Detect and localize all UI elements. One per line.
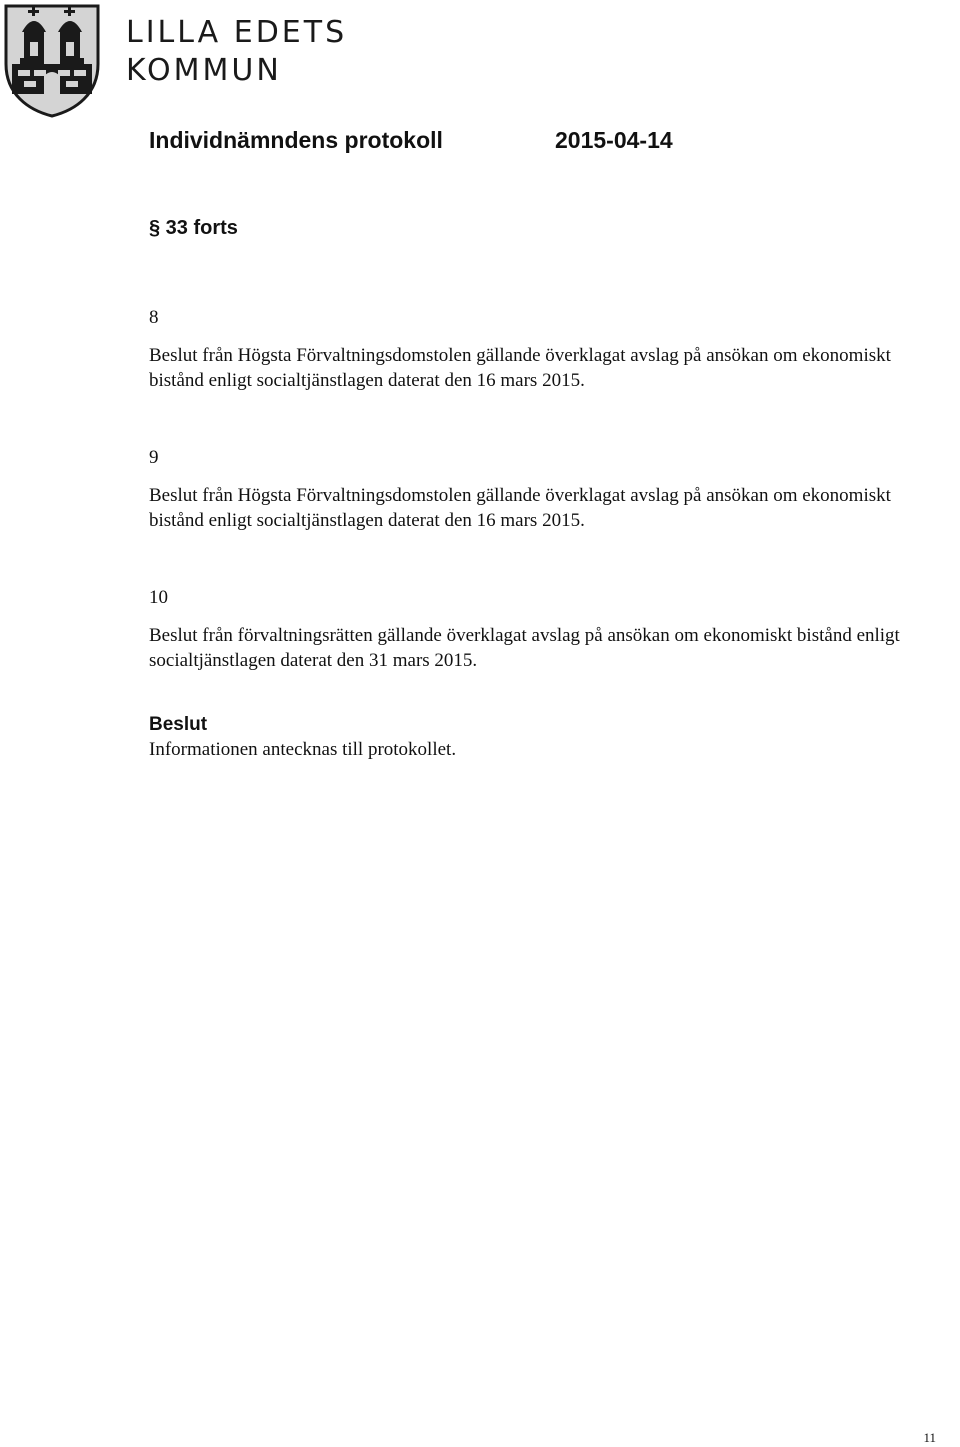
item-number: 9	[149, 447, 159, 468]
document-title: Individnämndens protokoll	[149, 127, 443, 153]
logo-line-1: LILLA EDETS	[126, 15, 348, 50]
list-item	[149, 305, 939, 393]
logo-line-2: KOMMUN	[126, 53, 282, 88]
decision-text: Informationen antecknas till protokollet.	[149, 739, 457, 760]
item-text: Beslut från förvaltningsrätten gällande överklagat avslag på ansökan om ekonomiskt bistånd enligt socialtjänstlagen daterat den 31 mars 2015.	[149, 625, 900, 671]
list-item	[149, 445, 939, 533]
list-item	[149, 585, 939, 673]
coat-of-arms-icon	[2, 2, 102, 118]
logo-wordmark	[126, 14, 347, 90]
item-number: 10	[149, 587, 168, 608]
item-text: Beslut från Högsta Förvaltningsdomstolen gällande överklagat avslag på ansökan om ekonomiskt bistånd enligt socialtjänstlagen daterat den 16 mars 2015.	[149, 345, 891, 391]
decision-section	[149, 712, 939, 762]
document-header	[149, 127, 673, 154]
paragraph-heading: § 33 forts	[149, 217, 238, 239]
item-text: Beslut från Högsta Förvaltningsdomstolen gällande överklagat avslag på ansökan om ekonomiskt bistånd enligt socialtjänstlagen daterat den 16 mars 2015.	[149, 485, 891, 531]
page-number: 11	[923, 1430, 936, 1445]
document-date: 2015-04-14	[555, 127, 673, 153]
decision-label: Beslut	[149, 714, 208, 735]
municipality-logo	[0, 0, 348, 120]
item-number: 8	[149, 307, 159, 328]
